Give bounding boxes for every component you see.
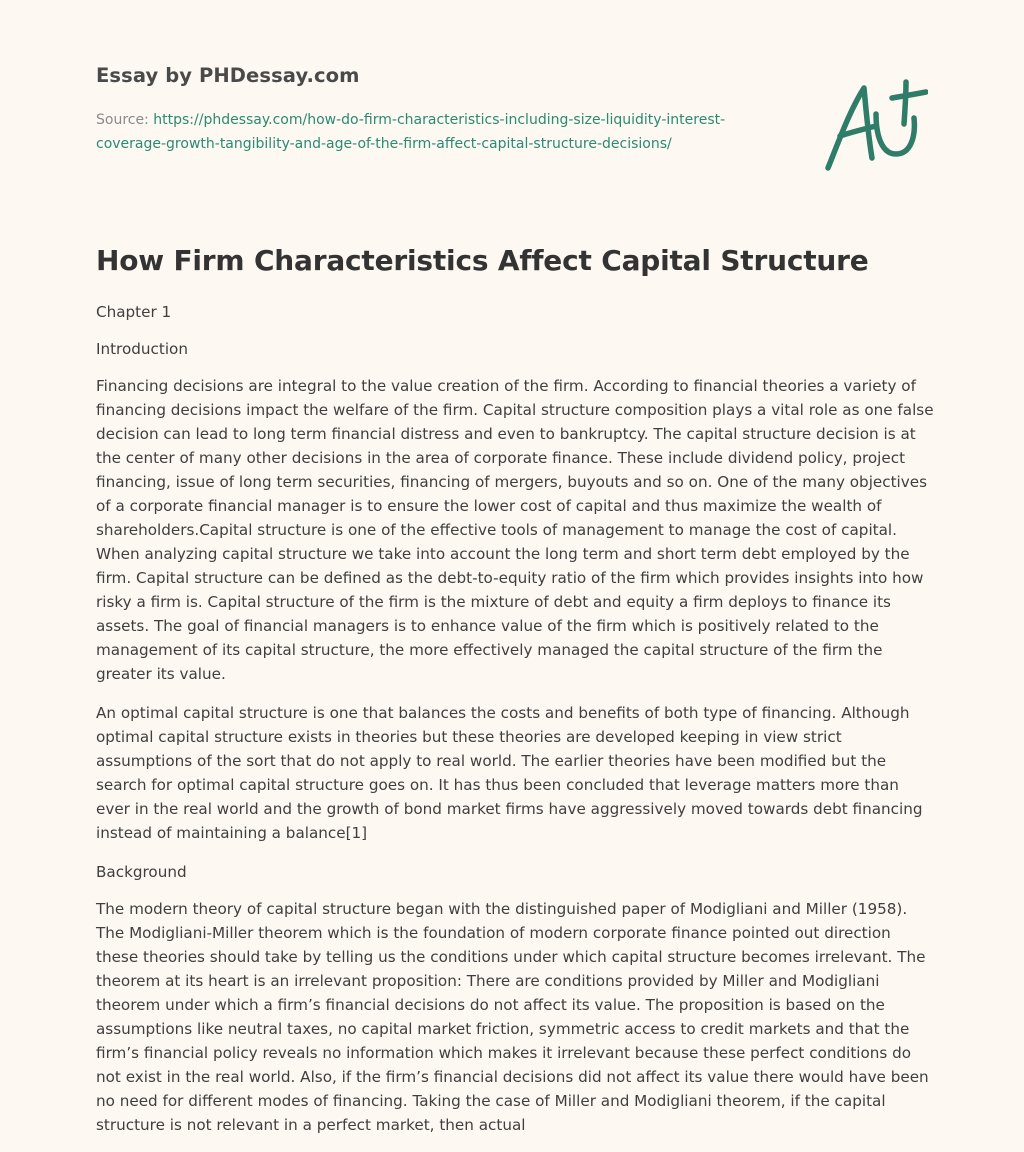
- site-brand: Essay by PHDessay.com: [96, 64, 360, 87]
- article-title: How Firm Characteristics Affect Capital Structure: [96, 244, 869, 277]
- chapter-label: Chapter 1: [96, 303, 172, 321]
- paragraph: Financing decisions are integral to the value creation of the firm. According to financial theories a variety of financing decisions impact the welfare of the firm. Capital structure composition plays a vital role as one false decision can lead to long term financial distress and even to bankruptcy. The capital structure decision is at the center of many other decisions in the area of corporate finance. These include dividend policy, project financing, issue of long term securities, financing of mergers, buyouts and so on. One of the many objectives of a corporate financial manager is to ensure the lower cost of capital and thus maximize the wealth of shareholders.Capital structure is one of the effective tools of management to manage the cost of capital. When analyzing capital structure we take into account the long term and short term debt employed by the firm. Capital structure can be defined as the debt-to-equity ratio of the firm which provides insights into how risky a firm is. Capital structure of the firm is the mixture of debt and equity a firm deploys to finance its assets. The goal of financial managers is to enhance value of the firm which is positively related to the management of its capital structure, the more effectively managed the capital structure of the firm the greater its value.: [96, 377, 934, 683]
- source-link[interactable]: https://phdessay.com/how-do-firm-characteristics-including-size-liquidity-interest-coverage-growth-tangibility-and-age-of-the-firm-affect-capital-structure-decisions/: [96, 112, 726, 152]
- a-plus-logo-icon: [816, 74, 928, 174]
- section-heading-background: Background: [96, 863, 187, 881]
- source-label: Source:: [96, 112, 154, 128]
- paragraph: The modern theory of capital structure began with the distinguished paper of Modigliani and Miller (1958). The Modigliani-Miller theorem which is the foundation of modern corporate finance pointed out direction these theories should take by telling us the conditions under which capital structure becomes irrelevant. The theorem at its heart is an irrelevant proposition: There are conditions provided by Miller and Modigliani theorem under which a firm’s financial decisions do not affect its value. The proposition is based on the assumptions like neutral taxes, no capital market friction, symmetric access to credit markets and that the firm’s financial policy reveals no information which makes it irrelevant because these perfect conditions do not exist in the real world. Also, if the firm’s financial decisions did not affect its value there would have been no need for different modes of financing. Taking the case of Miller and Modigliani theorem, if the capital structure is not relevant in a perfect market, then actual: [96, 900, 929, 1134]
- article-body: [96, 300, 936, 1152]
- paragraph: An optimal capital structure is one that balances the costs and benefits of both type of financing. Although optimal capital structure exists in theories but these theories are developed keeping in view strict assumptions of the sort that do not apply to real world. The earlier theories have been modified but the search for optimal capital structure goes on. It has thus been concluded that leverage matters more than ever in the real world and the growth of bond market firms have aggressively moved towards debt financing instead of maintaining a balance[1]: [96, 704, 923, 842]
- section-heading-introduction: Introduction: [96, 340, 188, 358]
- source-line: [96, 108, 726, 156]
